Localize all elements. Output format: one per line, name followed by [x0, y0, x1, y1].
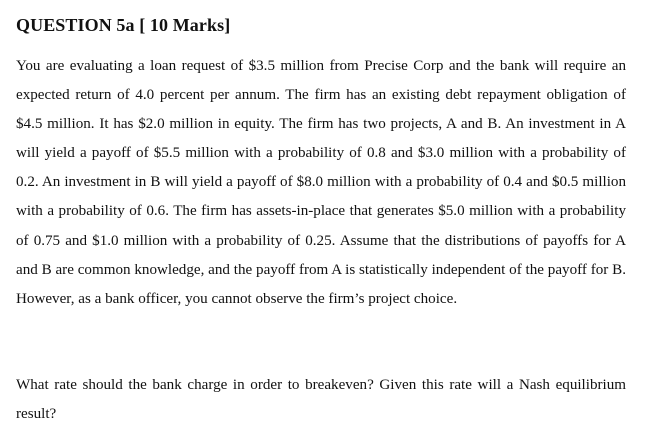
question-paragraph-prompt: What rate should the bank charge in order to breakeven? Given this rate will a Nash equilibrium result?: [16, 377, 626, 423]
question-paragraph-scenario: You are evaluating a loan request of $3.5 million from Precise Corp and the bank will require an expected return of 4.0 percent per annum. The firm has an existing debt repayment obligation of $4.5 million. It has $2.0 million in equity. The firm has two projects, A and B. An investment in A will yield a payoff of $5.5 million with a probability of 0.8 and $3.0 million with a probability of 0.2. An investment in B will yield a payoff of $8.0 million with a probability of 0.4 and $0.5 million with a probability of 0.6. The firm has assets-in-place that generates $5.0 million with a probability of 0.75 and $1.0 million with a probability of 0.25. Assume that the distributions of payoffs for A and B are common knowledge, and the payoff from A is statistically independent of the payoff for B. However, as a bank officer, you cannot observe the firm’s project choice.: [16, 58, 626, 307]
question-heading: QUESTION 5a [ 10 Marks]: [16, 15, 231, 35]
